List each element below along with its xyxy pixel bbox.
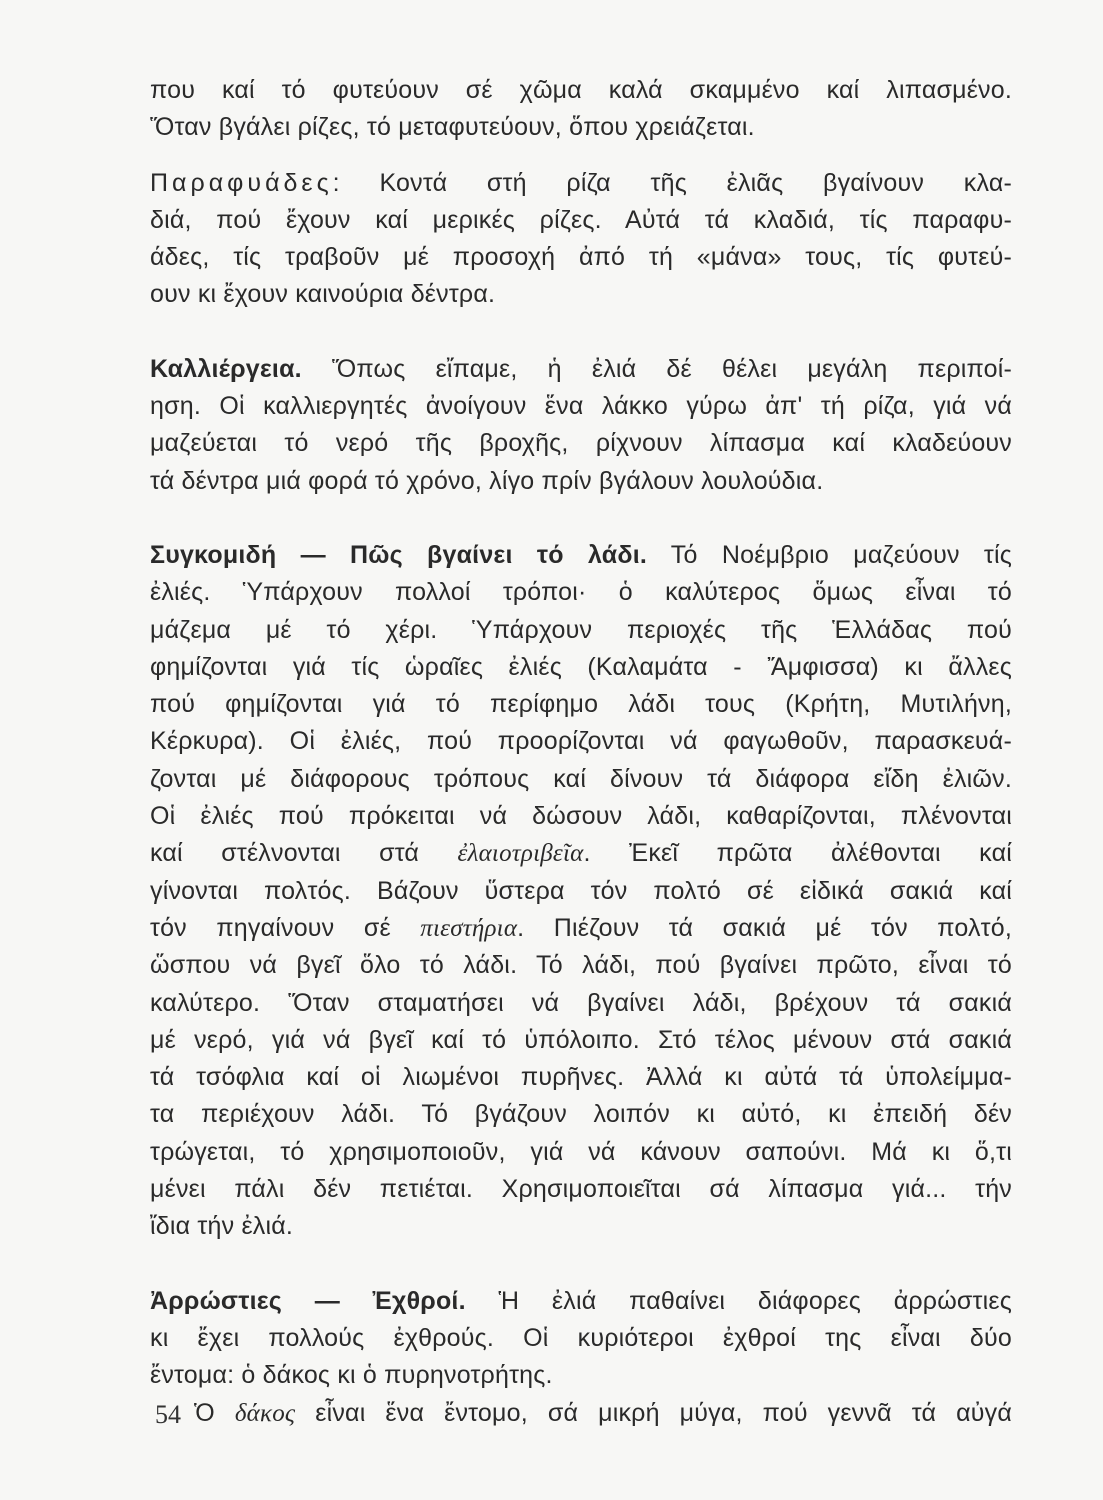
text-line — [150, 165, 1012, 202]
text-fragment: . Πιέζουν τά σακιά μέ τόν πολτό, — [517, 913, 1012, 942]
text-fragment: Ὅπως εἴπαμε, ἡ ἐλιά δέ θέλει μεγάλη περιποί- — [301, 354, 1012, 383]
text-fragment: εἶναι ἕνα ἔντομο, σά μικρή μύγα, πού γεννᾶ τά αὐγά — [295, 1398, 1012, 1427]
text-line: μαζεύεται τό νερό τῆς βροχῆς, ρίχνουν λίπασμα καί κλαδεύουν — [150, 429, 1012, 458]
text-line — [150, 910, 1012, 947]
text-line: ἴδια τήν ἐλιά. — [150, 1212, 294, 1241]
text-fragment: Τό Νοέμβριο μαζεύουν τίς — [646, 540, 1012, 569]
paragraph-propagation-end — [150, 72, 1012, 147]
text-line — [150, 1283, 1012, 1320]
text-line — [150, 537, 1012, 574]
text-line: τά δέντρα μιά φορά τό χρόνο, λίγο πρίν βγάλουν λουλούδια. — [150, 466, 824, 495]
section-heading-harvest: Συγκομιδή — Πῶς βγαίνει τό λάδι. — [150, 540, 647, 569]
text-fragment: τόν πηγαίνουν σέ — [150, 913, 421, 942]
page-number: 54 — [155, 1400, 181, 1429]
term-parafyades: Παραφυάδες — [150, 168, 333, 197]
paragraph-dakos — [150, 1395, 1012, 1432]
text-line: πού φημίζονται γιά τό περίφημο λάδι τους (Κρήτη, Μυτιλήνη, — [150, 690, 1012, 719]
text-line: Οἱ ἐλιές πού πρόκειται νά δώσουν λάδι, καθαρίζονται, πλένονται — [150, 802, 1012, 831]
text-fragment: Ἡ ἐλιά παθαίνει διάφορες ἀρρώστιες — [465, 1286, 1012, 1315]
text-line: ὥσπου νά βγεῖ ὅλο τό λάδι. Τό λάδι, πού βγαίνει πρῶτο, εἶναι τό — [150, 951, 1012, 980]
text-line: που καί τό φυτεύουν σέ χῶμα καλά σκαμμένο καί λιπασμένο. — [150, 76, 1012, 104]
italic-term-presses: πιεστήρια — [420, 914, 518, 942]
text-line: άδες, τίς τραβοῦν μέ προσοχή ἀπό τή «μάνα» τους, τίς φυτεύ- — [150, 243, 1012, 272]
text-line: ἔντομα: ὁ δάκος κι ὁ πυρηνοτρήτης. — [150, 1361, 553, 1390]
text-line: μάζεμα μέ τό χέρι. Ὑπάρχουν περιοχές τῆς Ἑλλάδας πού — [150, 615, 1012, 644]
text-line: κι ἔχει πολλούς ἐχθρούς. Οἱ κυριότεροι ἐχθροί της εἶναι δύο — [150, 1323, 1012, 1352]
italic-term-dakos: δάκος — [234, 1399, 296, 1427]
text-line: ουν κι ἔχουν καινούρια δέντρα. — [150, 280, 496, 309]
text-line — [150, 351, 1012, 388]
text-line: μένει πάλι δέν πετιέται. Χρησιμοποιεῖται σά λίπασμα γιά... τήν — [150, 1175, 1012, 1204]
text-fragment: . Ἐκεῖ πρῶτα ἀλέθονται καί — [583, 839, 1012, 868]
text-line: τρώγεται, τό χρησιμοποιοῦν, γιά νά κάνουν σαπούνι. Μά κι ὅ,τι — [150, 1137, 1012, 1166]
text-fragment: : Κοντά στή ρίζα τῆς ἐλιᾶς βγαίνουν κλα- — [332, 168, 1012, 197]
paragraph-harvest — [150, 537, 1012, 1246]
text-line: τα περιέχουν λάδι. Τό βγάζουν λοιπόν κι αὐτό, κι ἐπειδή δέν — [150, 1100, 1012, 1129]
text-line: διά, πού ἔχουν καί μερικές ρίζες. Αὐτά τά κλαδιά, τίς παραφυ- — [150, 205, 1012, 234]
text-line: Κέρκυρα). Οἱ ἐλιές, πού προορίζονται νά φαγωθοῦν, παρασκευά- — [150, 727, 1012, 756]
italic-term-olive-mills: ἐλαιοτριβεῖα — [457, 840, 584, 868]
text-fragment: καί στέλνονται στά — [150, 839, 458, 868]
text-line: ηση. Οἱ καλλιεργητές ἀνοίγουν ἕνα λάκκο γύρω ἀπ' τή ρίζα, γιά νά — [150, 392, 1012, 421]
text-line: φημίζονται γιά τίς ὡραῖες ἐλιές (Καλαμάτα - Ἄμφισσα) κι ἄλλες — [150, 652, 1012, 681]
text-line: ζονται μέ διάφορους τρόπους καί δίνουν τά διάφορα εἴδη ἐλιῶν. — [150, 764, 1012, 793]
section-heading-diseases: Ἀρρώστιες — Ἐχθροί. — [150, 1286, 466, 1315]
paragraph-cultivation — [150, 351, 1012, 500]
text-line: καλύτερο. Ὅταν σταματήσει νά βγαίνει λάδι, βρέχουν τά σακιά — [150, 988, 1012, 1017]
text-line: Ὅταν βγάλει ρίζες, τό μεταφυτεύουν, ὅπου χρειάζεται. — [150, 113, 755, 142]
text-line — [150, 1395, 1012, 1432]
paragraph-suckers — [150, 165, 1012, 314]
paragraph-diseases — [150, 1283, 1012, 1395]
text-line: γίνονται πολτός. Βάζουν ὕστερα τόν πολτό σέ εἰδικά σακιά καί — [150, 876, 1012, 905]
text-line — [150, 835, 1012, 872]
text-line: μέ νερό, γιά νά βγεῖ καί τό ὑπόλοιπο. Στό τέλος μένουν στά σακιά — [150, 1025, 1012, 1054]
text-line: ἐλιές. Ὑπάρχουν πολλοί τρόποι· ὁ καλύτερος ὅμως εἶναι τό — [150, 578, 1012, 607]
section-heading-cultivation: Καλλιέργεια. — [150, 354, 302, 383]
text-fragment: Ὁ — [194, 1398, 235, 1427]
text-line: τά τσόφλια καί οἱ λιωμένοι πυρῆνες. Ἀλλά κι αὐτά τά ὑπολείμμα- — [150, 1063, 1012, 1092]
page-body-text — [150, 72, 1012, 1432]
